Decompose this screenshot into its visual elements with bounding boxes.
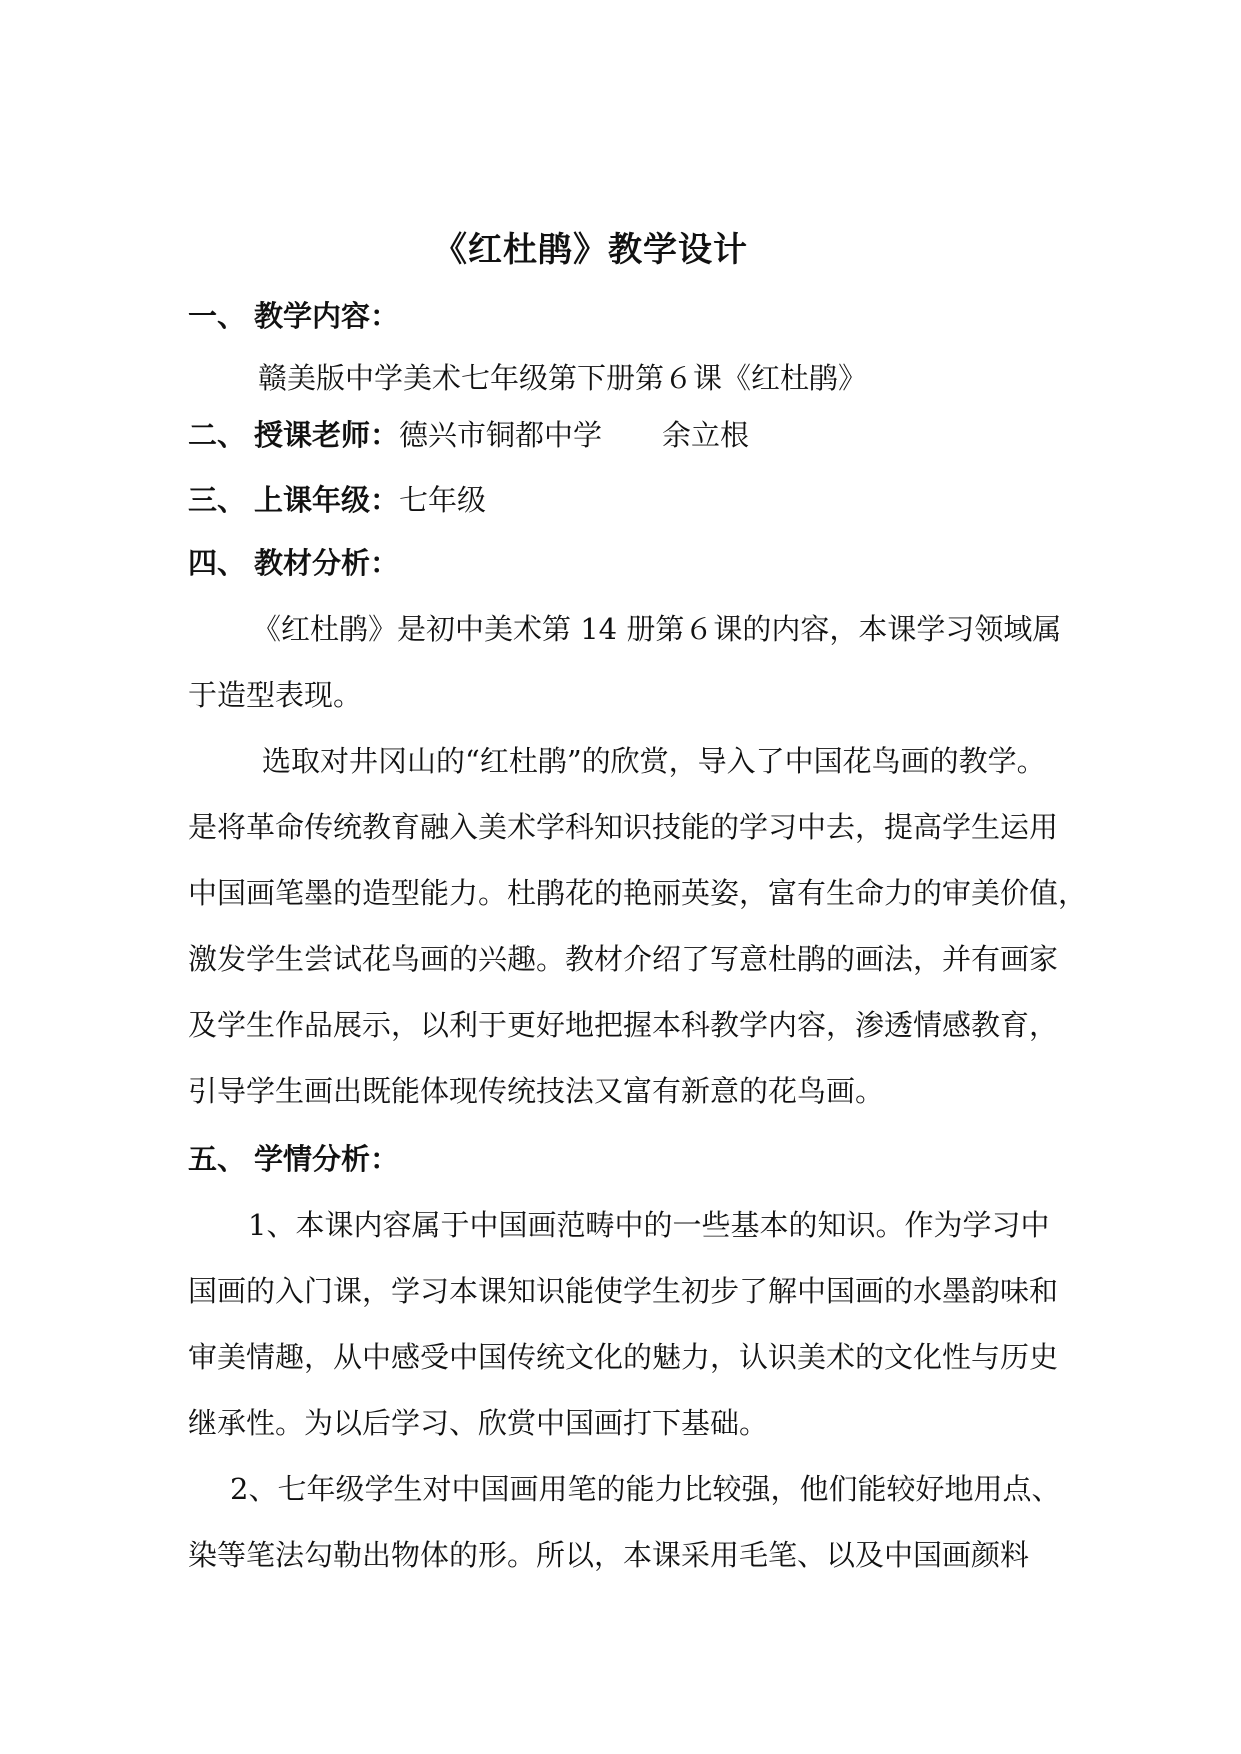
paragraph-line: 继承性。为以后学习、欣赏中国画打下基础。 [188,1406,769,1440]
paragraph-line: 激发学生尝试花鸟画的兴趣。教材介绍了写意杜鹃的画法，并有画家 [188,942,1059,976]
section-1-label: 教学内容： [254,299,400,333]
section-3-heading [188,478,486,522]
section-1-number: 一、 [188,299,247,333]
paragraph-line: 国画的入门课，学习本课知识能使学生初步了解中国画的水墨韵味和 [188,1274,1059,1308]
paragraph-line: 引导学生画出既能体现传统技法又富有新意的花鸟画。 [188,1074,885,1108]
paragraph-line: 于造型表现。 [188,678,363,712]
grade-value: 七年级 [399,483,487,517]
paragraph-line: 染等笔法勾勒出物体的形。所以，本课采用毛笔、以及中国画颜料 [188,1538,1030,1572]
paragraph-line: 中国画笔墨的造型能力。杜鹃花的艳丽英姿，富有生命力的审美价值， [188,876,1088,910]
section-3-number: 三、 [188,483,247,517]
paragraph-line: 审美情趣，从中感受中国传统文化的魅力，认识美术的文化性与历史 [188,1340,1059,1374]
teacher-name: 余立根 [662,418,750,452]
section-2-heading [188,413,749,457]
section-4-number: 四、 [188,546,247,580]
section-4-label: 教材分析： [254,546,400,580]
section-4-heading [188,541,399,585]
paragraph-line: 选取对井冈山的“红杜鹃”的欣赏，导入了中国花鸟画的教学。 [262,744,1046,778]
section-2-number: 二、 [188,418,247,452]
paragraph-line: 是将革命传统教育融入美术学科知识技能的学习中去，提高学生运用 [188,810,1059,844]
section-1-heading [188,294,399,338]
paragraph-line: 《红杜鹃》是初中美术第 14 册第６课的内容，本课学习领域属 [252,612,1062,646]
paragraph-line: 1、本课内容属于中国画范畴中的一些基本的知识。作为学习中 [248,1208,1050,1242]
section-2-label: 授课老师： [254,418,400,452]
section-5-number: 五、 [188,1142,247,1176]
document-title: 《红杜鹃》教学设计 [433,230,748,270]
teacher-school: 德兴市铜都中学 [399,418,603,452]
section-3-label: 上课年级： [254,483,400,517]
section-1-content: 赣美版中学美术七年级第下册第６课《红杜鹃》 [258,361,868,395]
section-5-label: 学情分析： [254,1142,400,1176]
paragraph-line: 及学生作品展示，以利于更好地把握本科教学内容，渗透情感教育， [188,1008,1059,1042]
paragraph-line: 2、七年级学生对中国画用笔的能力比较强，他们能较好地用点、 [230,1472,1061,1506]
section-5-heading [188,1137,399,1181]
